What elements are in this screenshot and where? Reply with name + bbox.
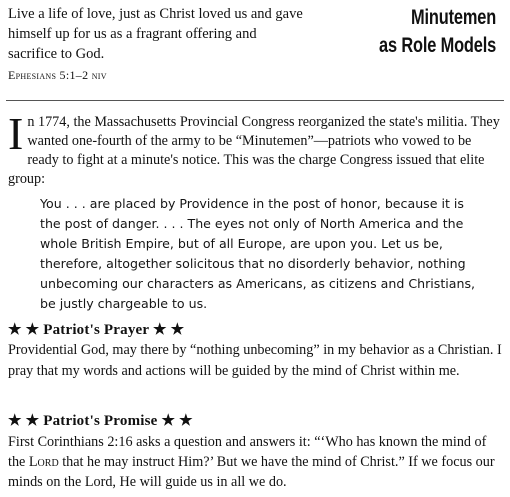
prayer-heading [8, 320, 184, 339]
star-icon: ★ ★ [161, 413, 193, 429]
drop-cap: I [8, 108, 24, 159]
page-title-line1: Minutemen [410, 6, 496, 29]
header-divider [6, 100, 504, 101]
page-title-line2: as Role Models [378, 34, 496, 57]
prayer-paragraph: Providential God, may there by “nothing unbecoming” in my behavior as a Christian. I pray that my words and actions will be guided by the mind of Christ within me. [8, 342, 502, 379]
intro-paragraph [8, 108, 504, 189]
star-icon: ★ ★ [8, 322, 40, 338]
promise-heading-text: Patriot's Promise [43, 413, 158, 429]
star-icon: ★ ★ [8, 413, 40, 429]
epigraph-reference: Ephesians 5:1–2 niv [8, 68, 107, 82]
intro-text: n 1774, the Massachusetts Provincial Congress reorganized the state's militia. They wanted one-fourth of the army to be “Minutemen”—patriots who vowed to be ready to fight at a minute's notice. This was the charge Congress issued that elite group: [8, 114, 500, 187]
star-icon: ★ ★ [152, 322, 185, 338]
block-quote: You . . . are placed by Providence in the post of honor, because it is the post of danger. . . . The eyes not only of North America and the whole British Empire, but of all Europe, are upon you. Let us be, therefore, altogether solicitous that no disorderly behavior, nothing unbecoming our characters as Americans, as citizens and Christians, be justly chargeable to us. [40, 196, 476, 311]
promise-paragraph [8, 432, 504, 492]
promise-heading [8, 411, 193, 430]
page-title [379, 4, 496, 60]
promise-text-after: that he may instruct Him?’ But we have the mind of Christ.” If we focus our minds on the Lord, He will guide us in all we do. [8, 454, 495, 490]
promise-text-before: First Corinthians 2:16 asks a question and answers it: “‘Who has known the mind of the [8, 434, 487, 470]
epigraph-text: Live a life of love, just as Christ loved us and gave himself up for us as a fragrant offering and sacrifice to God. [8, 6, 303, 62]
prayer-heading-text: Patriot's Prayer [43, 322, 150, 338]
promise-lord: Lord [28, 454, 59, 470]
